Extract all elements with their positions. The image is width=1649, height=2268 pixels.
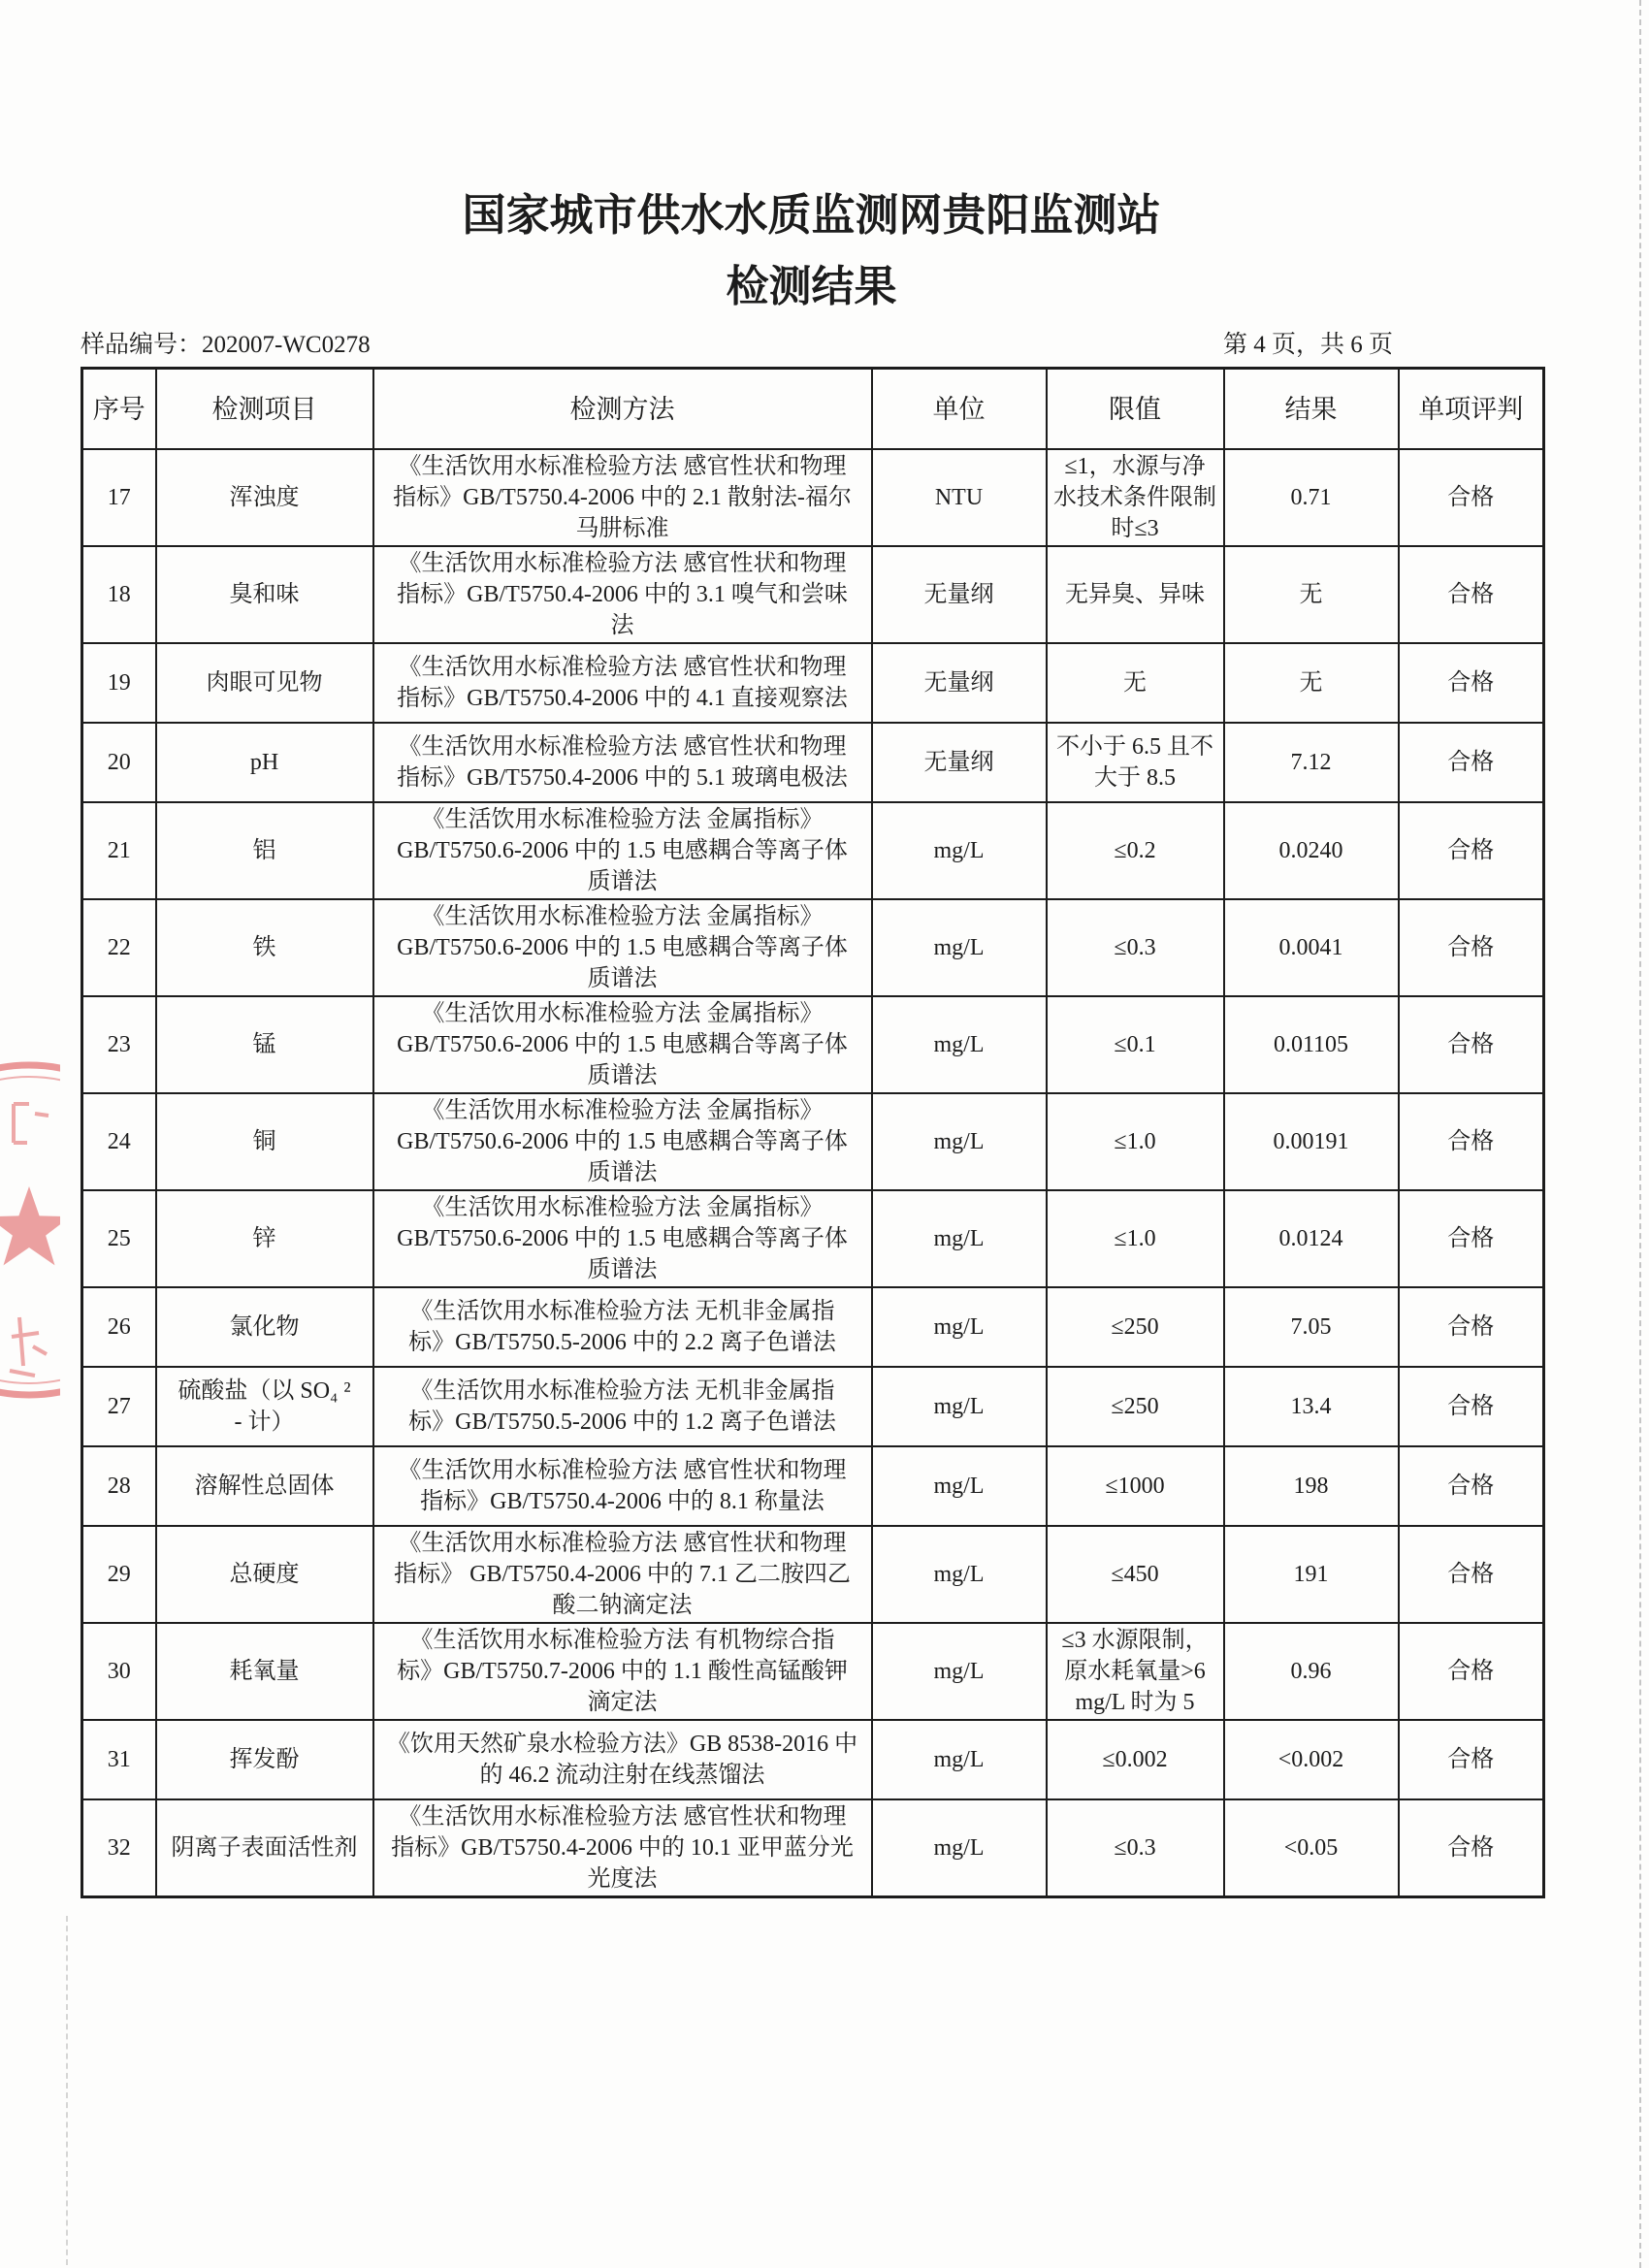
cell-method: 《生活饮用水标准检验方法 感官性状和物理 指标》GB/T5750.4-2006 中的 5.1 玻璃电极法	[373, 723, 872, 802]
column-header-no: 序号	[82, 369, 156, 450]
cell-limit: ≤250	[1047, 1367, 1224, 1446]
cell-no: 22	[82, 899, 156, 996]
cell-result: <0.05	[1224, 1799, 1399, 1896]
cell-method: 《生活饮用水标准检验方法 金属指标》 GB/T5750.6-2006 中的 1.5 电感耦合等离子体 质谱法	[373, 899, 872, 996]
cell-item: 耗氧量	[156, 1623, 373, 1720]
cell-item: 总硬度	[156, 1526, 373, 1623]
cell-verdict: 合格	[1399, 1526, 1544, 1623]
cell-no: 31	[82, 1720, 156, 1799]
cell-method: 《饮用天然矿泉水检验方法》GB 8538-2016 中 的 46.2 流动注射在线蒸馏法	[373, 1720, 872, 1799]
table-row	[82, 899, 1544, 996]
red-seal-fragment	[0, 1046, 60, 1414]
cell-limit: ≤450	[1047, 1526, 1224, 1623]
cell-no: 29	[82, 1526, 156, 1623]
cell-verdict: 合格	[1399, 449, 1544, 546]
cell-item: 溶解性总固体	[156, 1446, 373, 1526]
cell-method: 《生活饮用水标准检验方法 金属指标》 GB/T5750.6-2006 中的 1.5 电感耦合等离子体 质谱法	[373, 1093, 872, 1190]
cell-unit: mg/L	[872, 1446, 1047, 1526]
cell-result: 0.01105	[1224, 996, 1399, 1093]
cell-limit: ≤1.0	[1047, 1093, 1224, 1190]
seal-glyph-fragment-bottom	[10, 1317, 47, 1376]
cell-no: 18	[82, 546, 156, 643]
cell-item: 肉眼可见物	[156, 643, 373, 723]
cell-limit: 无	[1047, 643, 1224, 723]
cell-verdict: 合格	[1399, 996, 1544, 1093]
cell-limit: ≤0.002	[1047, 1720, 1224, 1799]
seal-glyph-fragment-top	[14, 1104, 48, 1143]
cell-unit: mg/L	[872, 1799, 1047, 1896]
cell-result: 0.00191	[1224, 1093, 1399, 1190]
table-row	[82, 1190, 1544, 1287]
cell-method: 《生活饮用水标准检验方法 无机非金属指 标》GB/T5750.5-2006 中的 2.2 离子色谱法	[373, 1287, 872, 1367]
cell-unit: 无量纲	[872, 643, 1047, 723]
cell-method: 《生活饮用水标准检验方法 感官性状和物理 指标》GB/T5750.4-2006 中的 2.1 散射法-福尔 马肼标准	[373, 449, 872, 546]
cell-limit: ≤0.3	[1047, 1799, 1224, 1896]
cell-method: 《生活饮用水标准检验方法 无机非金属指 标》GB/T5750.5-2006 中的 1.2 离子色谱法	[373, 1367, 872, 1446]
cell-no: 25	[82, 1190, 156, 1287]
column-header-verdict: 单项评判	[1399, 369, 1544, 450]
header-row	[82, 369, 1544, 450]
table-row	[82, 643, 1544, 723]
cell-item: 挥发酚	[156, 1720, 373, 1799]
cell-no: 32	[82, 1799, 156, 1896]
cell-result: 无	[1224, 643, 1399, 723]
cell-result: 0.0240	[1224, 802, 1399, 899]
cell-limit: ≤250	[1047, 1287, 1224, 1367]
table-row	[82, 1720, 1544, 1799]
cell-verdict: 合格	[1399, 1623, 1544, 1720]
cell-unit: mg/L	[872, 996, 1047, 1093]
cell-item: 氯化物	[156, 1287, 373, 1367]
page-indicator: 第 4 页，共 6 页	[1222, 332, 1393, 358]
cell-item: 铝	[156, 802, 373, 899]
cell-item: 硫酸盐（以 SO₄ ² - 计）	[156, 1367, 373, 1446]
cell-verdict: 合格	[1399, 1720, 1544, 1799]
table-row	[82, 1287, 1544, 1367]
cell-no: 30	[82, 1623, 156, 1720]
cell-verdict: 合格	[1399, 899, 1544, 996]
cell-no: 26	[82, 1287, 156, 1367]
cell-item: 锌	[156, 1190, 373, 1287]
results-table	[81, 367, 1545, 1898]
column-header-limit: 限值	[1047, 369, 1224, 450]
cell-result: 0.0041	[1224, 899, 1399, 996]
cell-no: 17	[82, 449, 156, 546]
cell-method: 《生活饮用水标准检验方法 金属指标》 GB/T5750.6-2006 中的 1.5 电感耦合等离子体 质谱法	[373, 996, 872, 1093]
cell-no: 27	[82, 1367, 156, 1446]
cell-verdict: 合格	[1399, 1446, 1544, 1526]
cell-item: 铁	[156, 899, 373, 996]
cell-result: 0.71	[1224, 449, 1399, 546]
seal-graphic	[0, 1046, 60, 1414]
cell-item: 锰	[156, 996, 373, 1093]
table-row	[82, 996, 1544, 1093]
cell-unit: 无量纲	[872, 546, 1047, 643]
cell-no: 23	[82, 996, 156, 1093]
cell-unit: mg/L	[872, 802, 1047, 899]
cell-verdict: 合格	[1399, 1093, 1544, 1190]
cell-unit: mg/L	[872, 1367, 1047, 1446]
seal-star-icon	[0, 1186, 60, 1265]
table-body	[82, 449, 1544, 1896]
table-row	[82, 802, 1544, 899]
cell-limit: ≤1000	[1047, 1446, 1224, 1526]
cell-result: 13.4	[1224, 1367, 1399, 1446]
cell-no: 20	[82, 723, 156, 802]
table-row	[82, 1093, 1544, 1190]
cell-limit: 不小于 6.5 且不 大于 8.5	[1047, 723, 1224, 802]
cell-result: 198	[1224, 1446, 1399, 1526]
report-title: 国家城市供水水质监测网贵阳监测站	[462, 191, 1161, 240]
table-row	[82, 449, 1544, 546]
column-header-unit: 单位	[872, 369, 1047, 450]
cell-verdict: 合格	[1399, 1190, 1544, 1287]
cell-limit: 无异臭、异味	[1047, 546, 1224, 643]
cell-limit: ≤0.3	[1047, 899, 1224, 996]
table-row	[82, 1367, 1544, 1446]
cell-method: 《生活饮用水标准检验方法 感官性状和物理 指标》GB/T5750.4-2006 中的 4.1 直接观察法	[373, 643, 872, 723]
cell-method: 《生活饮用水标准检验方法 感官性状和物理 指标》GB/T5750.4-2006 中的 3.1 嗅气和尝味 法	[373, 546, 872, 643]
perforation-line-right	[1639, 0, 1641, 2268]
cell-no: 24	[82, 1093, 156, 1190]
table-row	[82, 1799, 1544, 1896]
cell-item: 铜	[156, 1093, 373, 1190]
table-row	[82, 1446, 1544, 1526]
cell-result: 无	[1224, 546, 1399, 643]
column-header-result: 结果	[1224, 369, 1399, 450]
cell-method: 《生活饮用水标准检验方法 感官性状和物理 指标》 GB/T5750.4-2006 中的 7.1 乙二胺四乙 酸二钠滴定法	[373, 1526, 872, 1623]
cell-item: 阴离子表面活性剂	[156, 1799, 373, 1896]
cell-limit: ≤1，水源与净 水技术条件限制 时≤3	[1047, 449, 1224, 546]
cell-verdict: 合格	[1399, 1799, 1544, 1896]
cell-method: 《生活饮用水标准检验方法 感官性状和物理 指标》GB/T5750.4-2006 中的 8.1 称量法	[373, 1446, 872, 1526]
cell-result: 7.05	[1224, 1287, 1399, 1367]
cell-unit: mg/L	[872, 899, 1047, 996]
cell-result: 191	[1224, 1526, 1399, 1623]
cell-result: 0.0124	[1224, 1190, 1399, 1287]
cell-no: 28	[82, 1446, 156, 1526]
cell-no: 21	[82, 802, 156, 899]
cell-limit: ≤3 水源限制， 原水耗氧量>6 mg/L 时为 5	[1047, 1623, 1224, 1720]
cell-unit: mg/L	[872, 1526, 1047, 1623]
cell-unit: 无量纲	[872, 723, 1047, 802]
cell-verdict: 合格	[1399, 643, 1544, 723]
cell-result: 7.12	[1224, 723, 1399, 802]
report-subtitle: 检测结果	[726, 263, 897, 310]
cell-limit: ≤0.2	[1047, 802, 1224, 899]
cell-method: 《生活饮用水标准检验方法 金属指标》 GB/T5750.6-2006 中的 1.5 电感耦合等离子体 质谱法	[373, 1190, 872, 1287]
cell-item: 臭和味	[156, 546, 373, 643]
cell-method: 《生活饮用水标准检验方法 感官性状和物理 指标》GB/T5750.4-2006 中的 10.1 亚甲蓝分光 光度法	[373, 1799, 872, 1896]
cell-unit: mg/L	[872, 1287, 1047, 1367]
table-row	[82, 546, 1544, 643]
cell-result: <0.002	[1224, 1720, 1399, 1799]
column-header-method: 检测方法	[373, 369, 872, 450]
cell-item: pH	[156, 723, 373, 802]
cell-unit: mg/L	[872, 1623, 1047, 1720]
table-row	[82, 1623, 1544, 1720]
sample-number-label: 样品编号：	[81, 332, 203, 358]
table-row	[82, 723, 1544, 802]
cell-verdict: 合格	[1399, 1367, 1544, 1446]
cell-method: 《生活饮用水标准检验方法 有机物综合指 标》GB/T5750.7-2006 中的 1.1 酸性高锰酸钾 滴定法	[373, 1623, 872, 1720]
cell-method: 《生活饮用水标准检验方法 金属指标》 GB/T5750.6-2006 中的 1.5 电感耦合等离子体 质谱法	[373, 802, 872, 899]
table-row	[82, 1526, 1544, 1623]
cell-unit: mg/L	[872, 1720, 1047, 1799]
sample-number-value: 202007-WC0278	[202, 332, 371, 358]
cell-unit: NTU	[872, 449, 1047, 546]
cell-unit: mg/L	[872, 1190, 1047, 1287]
sample-number	[81, 330, 371, 361]
cell-result: 0.96	[1224, 1623, 1399, 1720]
column-header-item: 检测项目	[156, 369, 373, 450]
cell-limit: ≤1.0	[1047, 1190, 1224, 1287]
cell-verdict: 合格	[1399, 1287, 1544, 1367]
cell-verdict: 合格	[1399, 802, 1544, 899]
cell-limit: ≤0.1	[1047, 996, 1224, 1093]
table-header	[82, 369, 1544, 450]
cell-unit: mg/L	[872, 1093, 1047, 1190]
perforation-line-left	[66, 1916, 68, 2265]
cell-verdict: 合格	[1399, 723, 1544, 802]
cell-no: 19	[82, 643, 156, 723]
cell-item: 浑浊度	[156, 449, 373, 546]
cell-verdict: 合格	[1399, 546, 1544, 643]
